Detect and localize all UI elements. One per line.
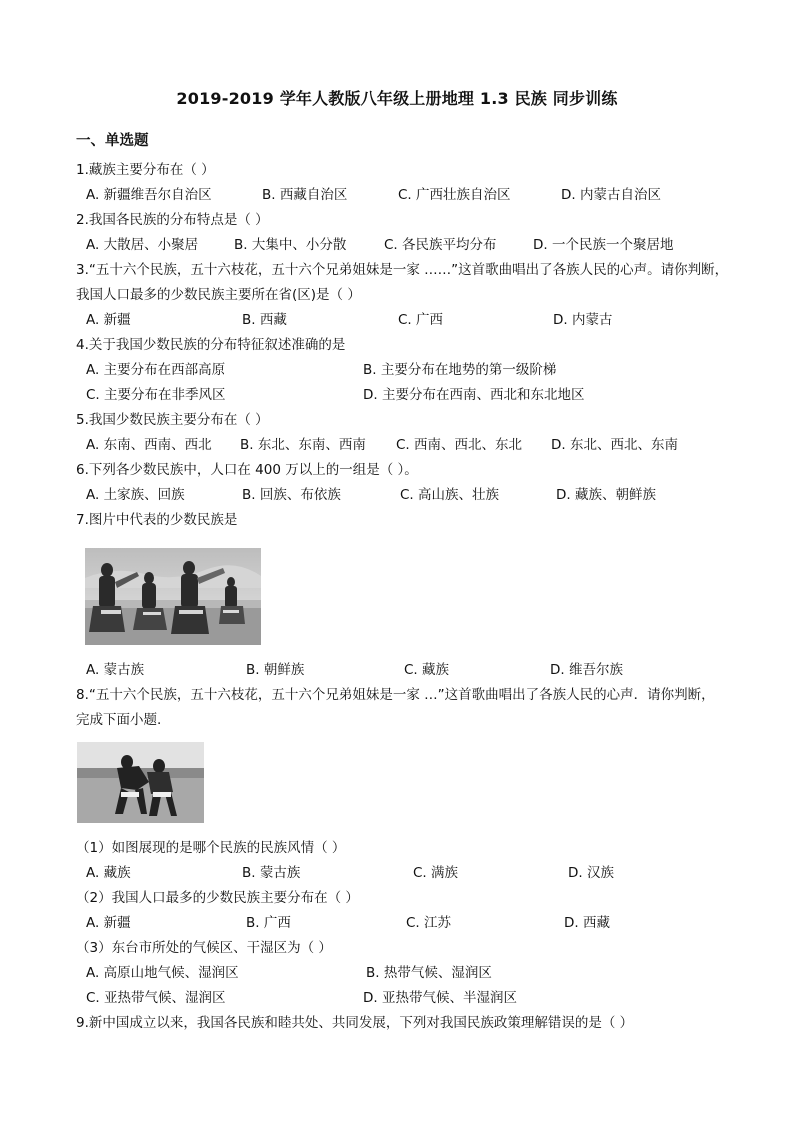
subquestion-2-options xyxy=(86,911,736,936)
option-b: B. 西藏 xyxy=(242,312,287,328)
option-b: B. 东北、东南、西南 xyxy=(240,437,366,453)
option-b: B. 西藏自治区 xyxy=(262,187,348,203)
option-b: B. 朝鲜族 xyxy=(246,662,305,678)
question-7-stem: 7.图片中代表的少数民族是 xyxy=(76,512,238,528)
page-title: 2019-2019 学年人教版八年级上册地理 1.3 民族 同步训练 xyxy=(176,89,618,108)
wrestling-photo xyxy=(77,742,204,823)
option-a: A. 土家族、回族 xyxy=(86,487,185,503)
subquestion-3-stem: （3）东台市所处的气候区、干湿区为（ ） xyxy=(76,940,332,956)
question-9-stem: 9.新中国成立以来，我国各民族和睦共处、共同发展，下列对我国民族政策理解错误的是（ ） xyxy=(76,1015,634,1031)
question-3-options xyxy=(86,308,736,333)
option-d: D. 一个民族一个聚居地 xyxy=(533,237,674,253)
option-a: A. 东南、西南、西北 xyxy=(86,437,212,453)
question-5-options xyxy=(86,433,736,458)
option-c: C. 江苏 xyxy=(406,915,452,931)
subquestion-1-stem: （1）如图展现的是哪个民族的民族风情（ ） xyxy=(76,840,346,856)
option-c: C. 广西 xyxy=(398,312,444,328)
option-a: A. 新疆 xyxy=(86,915,131,931)
option-a: A. 新疆维吾尔自治区 xyxy=(86,187,212,203)
option-c: C. 满族 xyxy=(413,865,459,881)
tibetan-dance-photo xyxy=(85,548,261,645)
question-3-stem-line-2: 我国人口最多的少数民族主要所在省(区)是（ ） xyxy=(76,287,361,303)
option-c: C. 高山族、壮族 xyxy=(400,487,500,503)
question-8-stem-line-2: 完成下面小题. xyxy=(76,712,162,728)
option-c: C. 各民族平均分布 xyxy=(384,237,497,253)
subquestion-3-options-row-1 xyxy=(86,961,736,986)
question-2-options xyxy=(86,233,736,258)
option-b: B. 热带气候、湿润区 xyxy=(366,965,492,981)
subquestion-3-options-row-2 xyxy=(86,986,736,1011)
option-d: D. 维吾尔族 xyxy=(550,662,623,678)
question-8-stem-line-1: 8.“五十六个民族，五十六枝花，五十六个兄弟姐妹是一家 …”这首歌曲唱出了各族人民的心声．请你判断， xyxy=(76,687,715,703)
question-3-stem-line-1: 3.“五十六个民族，五十六枝花，五十六个兄弟姐妹是一家 ……”这首歌曲唱出了各族人民的心声。请你判断， xyxy=(76,262,729,278)
option-b: B. 主要分布在地势的第一级阶梯 xyxy=(363,362,557,378)
option-b: B. 蒙古族 xyxy=(242,865,301,881)
option-a: A. 大散居、小聚居 xyxy=(86,237,199,253)
option-c: C. 亚热带气候、湿润区 xyxy=(86,990,226,1006)
option-d: D. 东北、西北、东南 xyxy=(551,437,678,453)
subquestion-2-stem: （2）我国人口最多的少数民族主要分布在（ ） xyxy=(76,890,359,906)
option-c: C. 藏族 xyxy=(404,662,450,678)
option-b: B. 广西 xyxy=(246,915,291,931)
question-4-options-row-1 xyxy=(86,358,736,383)
question-7-options xyxy=(86,658,736,683)
option-a: A. 蒙古族 xyxy=(86,662,145,678)
option-c: C. 广西壮族自治区 xyxy=(398,187,511,203)
option-a: A. 藏族 xyxy=(86,865,131,881)
question-6-options xyxy=(86,483,736,508)
option-a: A. 新疆 xyxy=(86,312,131,328)
subquestion-1-options xyxy=(86,861,736,886)
question-2-stem: 2.我国各民族的分布特点是（ ） xyxy=(76,212,269,228)
question-5-stem: 5.我国少数民族主要分布在（ ） xyxy=(76,412,269,428)
question-1-options xyxy=(86,183,736,208)
question-4-options-row-2 xyxy=(86,383,736,408)
option-b: B. 大集中、小分散 xyxy=(234,237,347,253)
option-d: D. 亚热带气候、半湿润区 xyxy=(363,990,517,1006)
option-d: D. 内蒙古 xyxy=(553,312,613,328)
option-c: C. 西南、西北、东北 xyxy=(396,437,523,453)
option-a: A. 高原山地气候、湿润区 xyxy=(86,965,239,981)
option-d: D. 主要分布在西南、西北和东北地区 xyxy=(363,387,585,403)
option-d: D. 汉族 xyxy=(568,865,614,881)
question-1-stem: 1.藏族主要分布在（ ） xyxy=(76,162,215,178)
option-d: D. 藏族、朝鲜族 xyxy=(556,487,656,503)
option-a: A. 主要分布在西部高原 xyxy=(86,362,226,378)
question-6-stem: 6.下列各少数民族中，人口在 400 万以上的一组是（ ）。 xyxy=(76,462,418,478)
section-heading: 一、单选题 xyxy=(76,133,149,149)
question-4-stem: 4.关于我国少数民族的分布特征叙述准确的是 xyxy=(76,337,346,353)
option-d: D. 内蒙古自治区 xyxy=(561,187,661,203)
option-b: B. 回族、布依族 xyxy=(242,487,341,503)
option-c: C. 主要分布在非季风区 xyxy=(86,387,226,403)
option-d: D. 西藏 xyxy=(564,915,610,931)
